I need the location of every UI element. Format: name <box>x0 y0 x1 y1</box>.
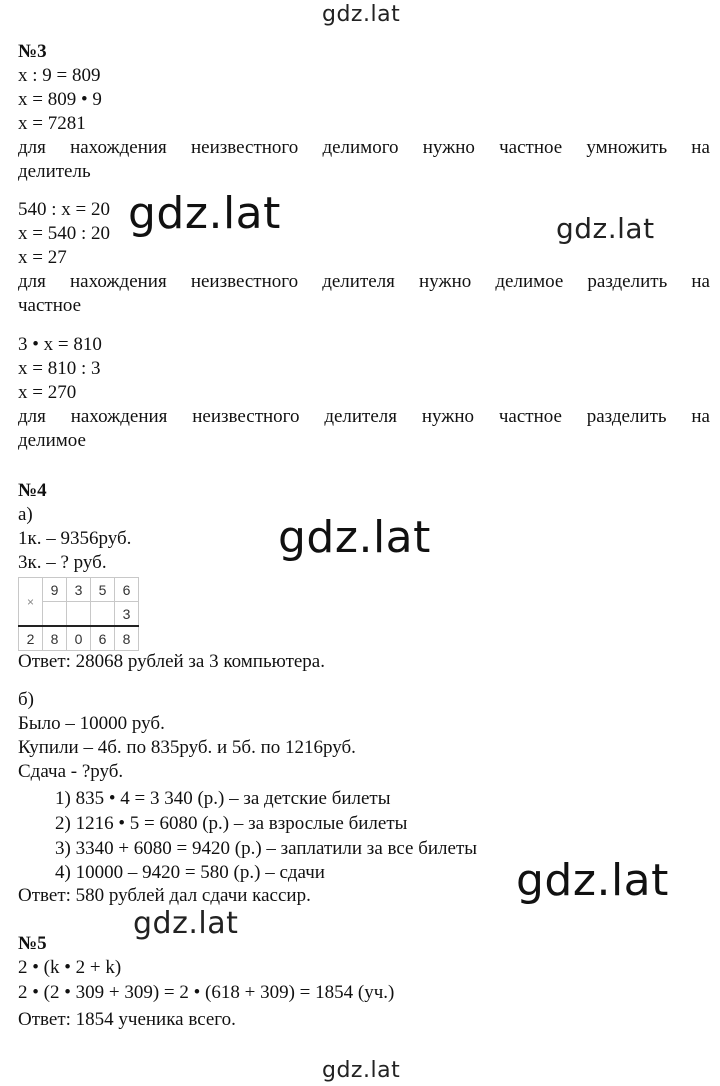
task3-eq2-line3: x = 27 <box>18 247 67 268</box>
calc-cell: 3 <box>115 602 139 627</box>
task3-rule1: для нахождения неизвестного делимого нужно частное умножить на делитель <box>18 137 710 182</box>
task3-header: №3 <box>18 41 47 62</box>
watermark-mid-5: gdz.lat <box>133 906 239 941</box>
result-cell: 0 <box>67 626 91 651</box>
watermark-mid-2: gdz.lat <box>556 212 655 245</box>
task4-b-label: б) <box>18 689 34 710</box>
task3-eq1-line1: x : 9 = 809 <box>18 65 101 86</box>
task4-b-line2: Купили – 4б. по 835руб. и 5б. по 1216руб. <box>18 737 356 758</box>
task4-b-step4: 4) 10000 – 9420 = 580 (р.) – сдачи <box>55 862 325 883</box>
task4-b-line1: Было – 10000 руб. <box>18 713 165 734</box>
task5-header: №5 <box>18 933 47 954</box>
result-cell: 6 <box>91 626 115 651</box>
task3-eq3-line2: x = 810 : 3 <box>18 358 101 379</box>
task3-eq2-line1: 540 : x = 20 <box>18 199 110 220</box>
task5-line1: 2 • (k • 2 + k) <box>18 957 122 978</box>
task3-eq2-line2: x = 540 : 20 <box>18 223 110 244</box>
multiplication-table <box>18 577 139 651</box>
task4-a-label: а) <box>18 504 33 525</box>
task4-b-step2: 2) 1216 • 5 = 6080 (р.) – за взрослые билеты <box>55 813 408 834</box>
watermark-top: gdz.lat <box>322 2 401 27</box>
calc-cell <box>91 602 115 627</box>
watermark-bottom: gdz.lat <box>322 1058 401 1083</box>
task3-rule2: для нахождения неизвестного делителя нужно делимое разделить на частное <box>18 271 710 316</box>
calc-cell <box>67 602 91 627</box>
task4-a-line2: 3к. – ? руб. <box>18 552 107 573</box>
calc-cell: 3 <box>67 578 91 602</box>
task4-b-line3: Сдача - ?руб. <box>18 761 124 782</box>
task5-answer: Ответ: 1854 ученика всего. <box>18 1009 236 1030</box>
watermark-big-3: gdz.lat <box>278 512 431 563</box>
watermark-big-4: gdz.lat <box>516 855 669 906</box>
task4-b-answer: Ответ: 580 рублей дал сдачи кассир. <box>18 885 311 906</box>
result-cell: 8 <box>115 626 139 651</box>
calc-cell: 9 <box>43 578 67 602</box>
result-cell: 2 <box>19 626 43 651</box>
task5-line2: 2 • (2 • 309 + 309) = 2 • (618 + 309) = 1854 (уч.) <box>18 982 395 1003</box>
task4-b-step3: 3) 3340 + 6080 = 9420 (р.) – заплатили за все билеты <box>55 838 478 859</box>
task3-eq3-line3: x = 270 <box>18 382 77 403</box>
multiply-sign: × <box>19 578 43 627</box>
result-cell: 8 <box>43 626 67 651</box>
task3-eq1-line2: x = 809 • 9 <box>18 89 102 110</box>
task4-b-step1: 1) 835 • 4 = 3 340 (р.) – за детские билеты <box>55 788 391 809</box>
task3-rule3: для нахождения неизвестного делителя нужно частное разделить на делимое <box>18 406 710 451</box>
task4-header: №4 <box>18 480 47 501</box>
calc-cell: 5 <box>91 578 115 602</box>
watermark-big-1: gdz.lat <box>124 188 285 239</box>
task3-eq3-line1: 3 • x = 810 <box>18 334 102 355</box>
task3-eq1-line3: x = 7281 <box>18 113 86 134</box>
task4-a-answer: Ответ: 28068 рублей за 3 компьютера. <box>18 651 325 672</box>
calc-cell: 6 <box>115 578 139 602</box>
task4-a-line1: 1к. – 9356руб. <box>18 528 132 549</box>
calc-cell <box>43 602 67 627</box>
